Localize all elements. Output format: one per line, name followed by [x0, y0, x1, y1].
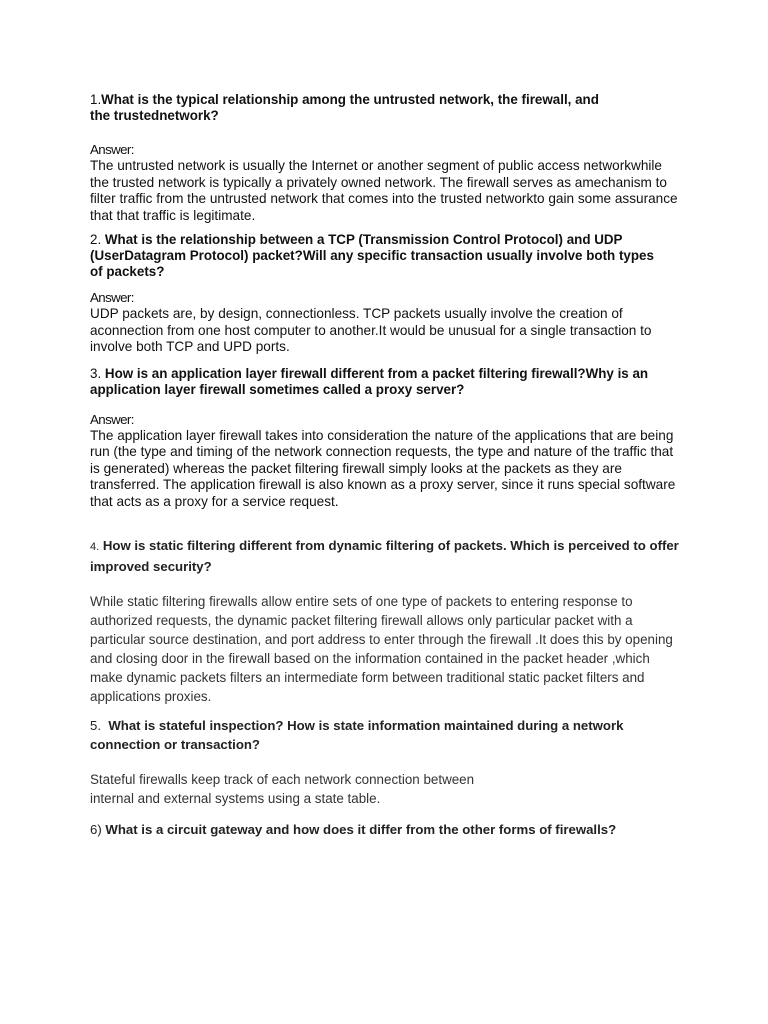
question-1-text: What is the typical relationship among the untrusted network, the firewall, and the trustednetwork?: [90, 92, 599, 123]
question-4-number: 4.: [90, 541, 100, 553]
question-3-text: How is an application layer firewall different from a packet filtering firewall?Why is an application layer firewall sometimes called a proxy server?: [90, 365, 649, 397]
question-2: [90, 232, 670, 280]
answer-4-text: While static filtering firewalls allow entire sets of one type of packets to entering response to authorized requests, the dynamic packet filtering firewall allows only particular packet with a particular source destination, and port address to enter through the firewall .It does this by opening and closing door in the firewall based on the information contained in the packet header ,which make dynamic packets filters an intermediate form between traditional static packet filters and applications proxies.: [90, 594, 673, 704]
question-5: [90, 716, 660, 754]
answer-1-text: The untrusted network is usually the Internet or another segment of public access networkwhile the trusted network is typically a privately owned network. The firewall serves as amechanism to filter traffic from the untrusted network that comes into the trusted networkto gain some assurance that that traffic is legitimate.: [90, 158, 678, 223]
answer-5-line-2: internal and external systems using a state table.: [90, 791, 381, 806]
question-1-number: 1.: [90, 92, 102, 107]
question-5-text: What is stateful inspection? How is state information maintained during a network connection or transaction?: [90, 718, 624, 752]
document-body: [90, 92, 690, 839]
question-6-text: What is a circuit gateway and how does it differ from the other forms of firewalls?: [105, 822, 617, 837]
question-1: [90, 92, 610, 124]
question-3: [90, 366, 680, 398]
question-5-number: 5.: [90, 718, 101, 733]
answer-3-label: Answer:: [90, 411, 134, 427]
question-4: [90, 536, 680, 576]
question-2-number: 2.: [90, 232, 102, 247]
question-6: [90, 820, 690, 839]
answer-1-label: Answer:: [90, 142, 134, 157]
answer-5-line-1: Stateful firewalls keep track of each network connection between: [90, 772, 475, 787]
question-4-text: How is static filtering different from dynamic filtering of packets. Which is perceived to offer improved security?: [90, 538, 679, 574]
question-2-text: What is the relationship between a TCP (Transmission Control Protocol) and UDP (UserDatagram Protocol) packet?Will any specific transaction usually involve both types of packets?: [90, 232, 654, 279]
answer-3-text: The application layer firewall takes into consideration the nature of the applications that are being run (the type and timing of the network connection requests, the type and nature of the traffic that is generated) whereas the packet filtering firewall simply looks at the packets as they are transferred. The application firewall is also known as a proxy server, since it runs special software that acts as a proxy for a service request.: [90, 427, 676, 509]
answer-2-text: UDP packets are, by design, connectionless. TCP packets usually involve the creation of aconnection from one host computer to another.It would be unusual for a single transaction to involve both TCP and UPD ports.: [90, 306, 652, 354]
answer-2-label: Answer:: [90, 290, 134, 305]
question-6-number: 6): [90, 822, 102, 837]
question-3-number: 3.: [90, 365, 102, 381]
